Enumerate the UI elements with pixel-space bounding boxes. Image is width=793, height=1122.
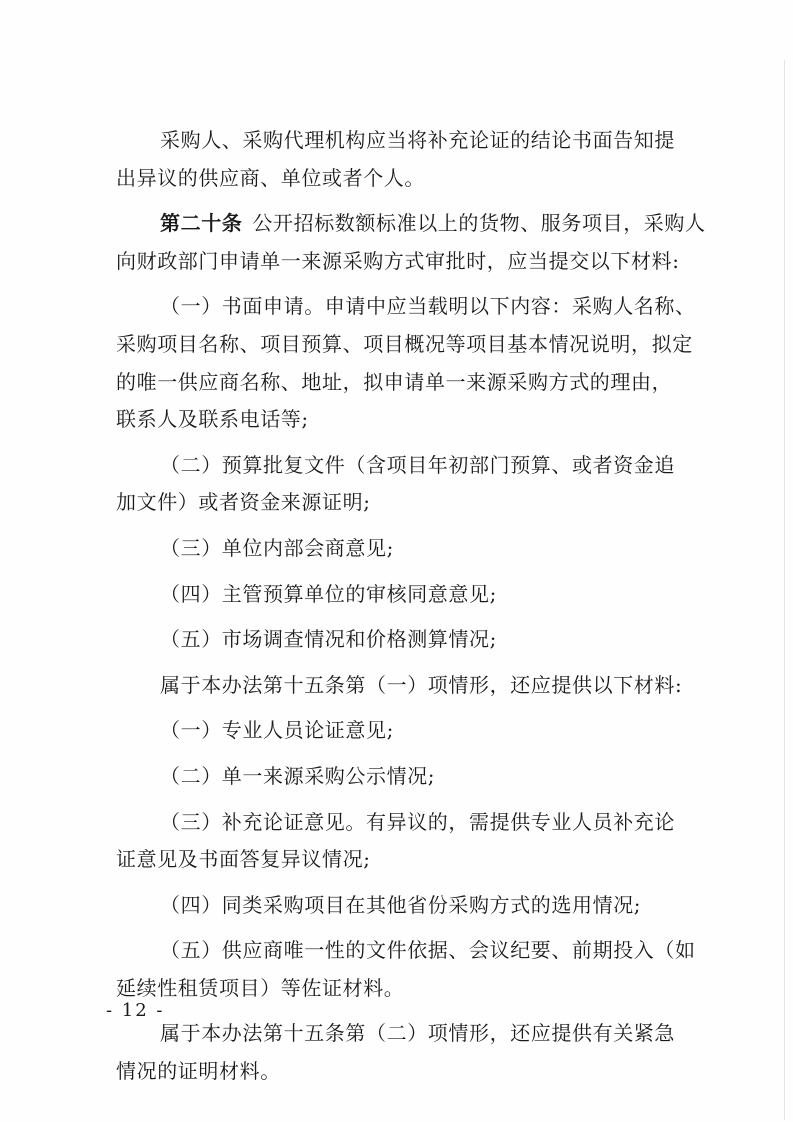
line-text: 出异议的供应商、单位或者个人。 — [116, 165, 425, 190]
line-text: （三）单位内部会商意见; — [160, 535, 394, 560]
line-text: （一）书面申请。申请中应当载明以下内容：采购人名称、 — [160, 294, 696, 319]
paragraph-line — [116, 970, 676, 1008]
line-text: 联系人及联系电话等; — [116, 407, 309, 432]
paragraph-line — [116, 288, 696, 326]
line-text: （一）专业人员论证意见; — [160, 718, 394, 743]
paragraph-line — [116, 326, 693, 364]
paragraph-line — [116, 243, 680, 281]
paragraph-line — [116, 932, 696, 970]
line-text: （二）单一来源采购公示情况; — [160, 763, 436, 788]
paragraph-line — [116, 1053, 676, 1091]
line-text: 采购项目名称、项目预算、项目概况等项目基本情况说明，拟定 — [116, 331, 693, 356]
line-text: （二）预算批复文件（含项目年初部门预算、或者资金追 — [160, 452, 675, 477]
paragraph-line — [116, 447, 676, 485]
paragraph-line — [116, 621, 676, 659]
line-text: （五）供应商唯一性的文件依据、会议纪要、前期投入（如 — [160, 938, 696, 963]
document-body — [116, 122, 706, 1091]
paragraph-line — [116, 1015, 676, 1053]
line-text: 公开招标数额标准以上的货物、服务项目，采购人 — [252, 211, 706, 236]
line-text: 属于本办法第十五条第（一）项情形，还应提供以下材料: — [160, 672, 683, 697]
line-text: （五）市场调查情况和价格测算情况; — [160, 627, 497, 652]
line-text: 采购人、采购代理机构应当将补充论证的结论书面告知提 — [160, 128, 675, 152]
scan-edge-line — [784, 60, 785, 1120]
line-text: 的唯一供应商名称、地址，拟申请单一来源采购方式的理由， — [116, 369, 673, 394]
line-text: 情况的证明材料。 — [116, 1059, 281, 1084]
line-text: 向财政部门申请单一来源采购方式审批时，应当提交以下材料: — [116, 248, 680, 273]
line-text: （四）同类采购项目在其他省份采购方式的选用情况; — [160, 892, 642, 917]
line-text: 加文件）或者资金来源证明; — [116, 490, 371, 515]
paragraph-line — [116, 667, 683, 705]
paragraph-line — [116, 887, 676, 925]
line-text: 属于本办法第十五条第（二）项情形，还应提供有关紧急 — [160, 1021, 675, 1046]
paragraph-line — [116, 841, 676, 879]
paragraph-line — [116, 530, 676, 568]
article-label: 第二十条 — [160, 211, 243, 236]
paragraph-line — [116, 804, 676, 842]
line-text: 延续性租赁项目）等佐证材料。 — [116, 975, 405, 1000]
article-20-heading-line — [116, 205, 706, 243]
paragraph-line — [116, 364, 676, 402]
paragraph-line — [116, 712, 676, 750]
paragraph-line — [116, 122, 676, 160]
line-text: （四）主管预算单位的审核同意意见; — [160, 581, 497, 606]
paragraph-line — [116, 576, 676, 614]
paragraph-line — [116, 758, 676, 796]
paragraph-line — [116, 160, 676, 198]
page-number: - 12 - — [106, 1000, 165, 1021]
paragraph-line — [116, 484, 676, 522]
paragraph-line — [116, 401, 676, 439]
line-text: 证意见及书面答复异议情况; — [116, 847, 371, 872]
line-text: （三）补充论证意见。有异议的，需提供专业人员补充论 — [160, 809, 675, 834]
